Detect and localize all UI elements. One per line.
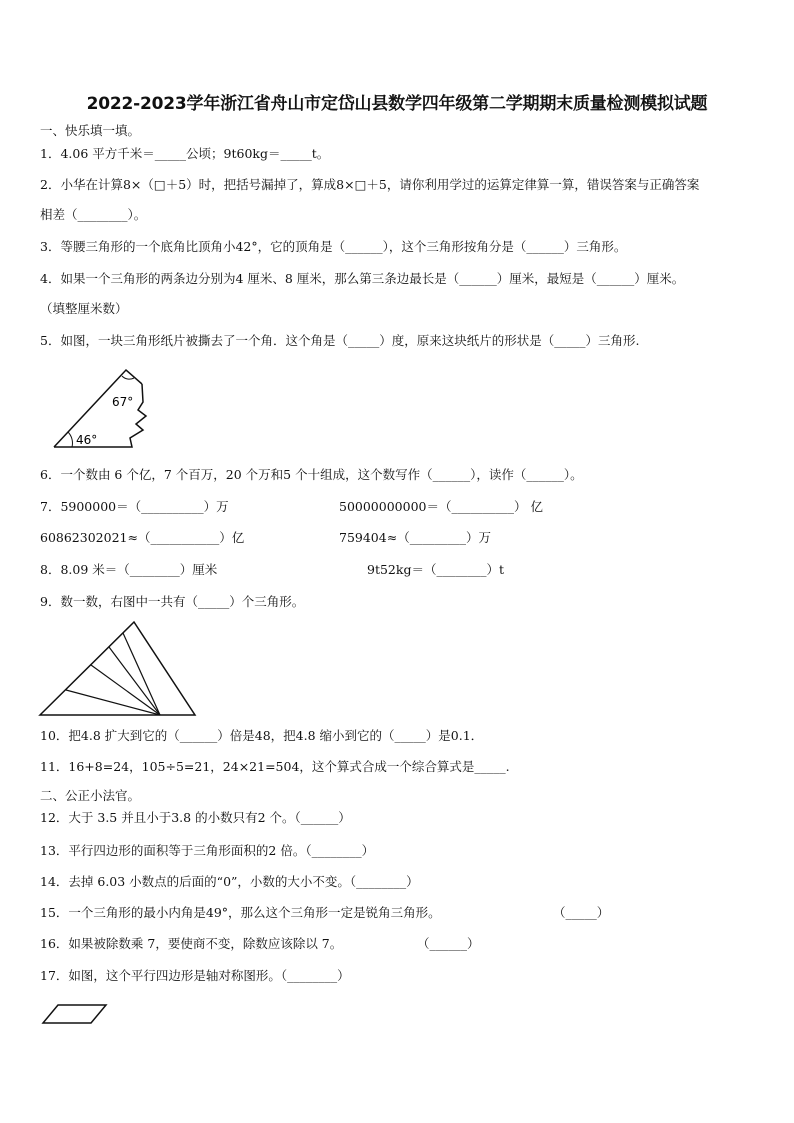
- question-2-line1: 2．小华在计算8×（□＋5）时，把括号漏掉了，算成8×□＋5，请你利用学过的运算定律算一算，错误答案与正确答案: [40, 177, 700, 192]
- question-7d: 759404≈（_________）万: [339, 530, 491, 545]
- question-2-line2: 相差（________）。: [40, 207, 147, 222]
- section-heading-fill: 一、快乐填一填。: [40, 123, 141, 138]
- question-6: 6．一个数由 6 个亿，7 个百万，20 个万和5 个十组成，这个数写作（______），读作（______）。: [40, 467, 583, 482]
- question-9: 9．数一数，右图中一共有（_____）个三角形。: [40, 594, 305, 609]
- angle-label-46: 46°: [76, 433, 98, 447]
- page-title: 2022-2023学年浙江省舟山市定岱山县数学四年级第二学期期末质量检测模拟试题: [86, 94, 708, 114]
- question-16-blank: （______）: [417, 936, 480, 951]
- question-14: 14．去掉 6.03 小数点的后面的“0”，小数的大小不变。（________）: [40, 874, 419, 889]
- question-15-blank: （_____）: [553, 905, 610, 920]
- section-heading-judge: 二、公正小法官。: [40, 788, 141, 803]
- question-7b: 50000000000＝（__________） 亿: [339, 499, 543, 514]
- question-17: 17．如图，这个平行四边形是轴对称图形。（________）: [40, 968, 350, 983]
- triangle-count-figure: [38, 620, 198, 717]
- torn-triangle-figure: [50, 366, 160, 452]
- question-15: 15．一个三角形的最小内角是49°，那么这个三角形一定是锐角三角形。: [40, 905, 441, 920]
- question-16: 16．如果被除数乘 7，要使商不变，除数应该除以 7。: [40, 936, 343, 951]
- question-5: 5．如图，一块三角形纸片被撕去了一个角．这个角是（_____）度，原来这块纸片的形状是（_____）三角形.: [40, 333, 640, 348]
- question-8a: 8．8.09 米＝（________）厘米: [40, 562, 218, 577]
- question-1: 1．4.06 平方千米＝_____公顷；9t60kg＝_____t。: [40, 146, 330, 161]
- question-8b: 9t52kg＝（________）t: [367, 562, 504, 577]
- question-12: 12．大于 3.5 并且小于3.8 的小数只有2 个。（______）: [40, 810, 351, 825]
- question-4-line1: 4．如果一个三角形的两条边分别为4 厘米、8 厘米，那么第三条边最长是（______）厘米，最短是（______）厘米。: [40, 271, 685, 286]
- question-13: 13．平行四边形的面积等于三角形面积的2 倍。（________）: [40, 843, 375, 858]
- parallelogram-figure: [42, 1003, 108, 1025]
- question-11: 11．16+8=24，105÷5=21，24×21=504，这个算式合成一个综合算式是_____.: [40, 759, 510, 774]
- angle-label-67: 67°: [112, 395, 134, 409]
- question-7c: 60862302021≈（___________）亿: [40, 530, 245, 545]
- question-7a: 7．5900000＝（__________）万: [40, 499, 229, 514]
- question-3: 3．等腰三角形的一个底角比顶角小42°，它的顶角是（______），这个三角形按角分是（______）三角形。: [40, 239, 627, 254]
- question-10: 10．把4.8 扩大到它的（______）倍是48，把4.8 缩小到它的（_____）是0.1．: [40, 728, 484, 743]
- question-4-line2: （填整厘米数）: [40, 301, 128, 316]
